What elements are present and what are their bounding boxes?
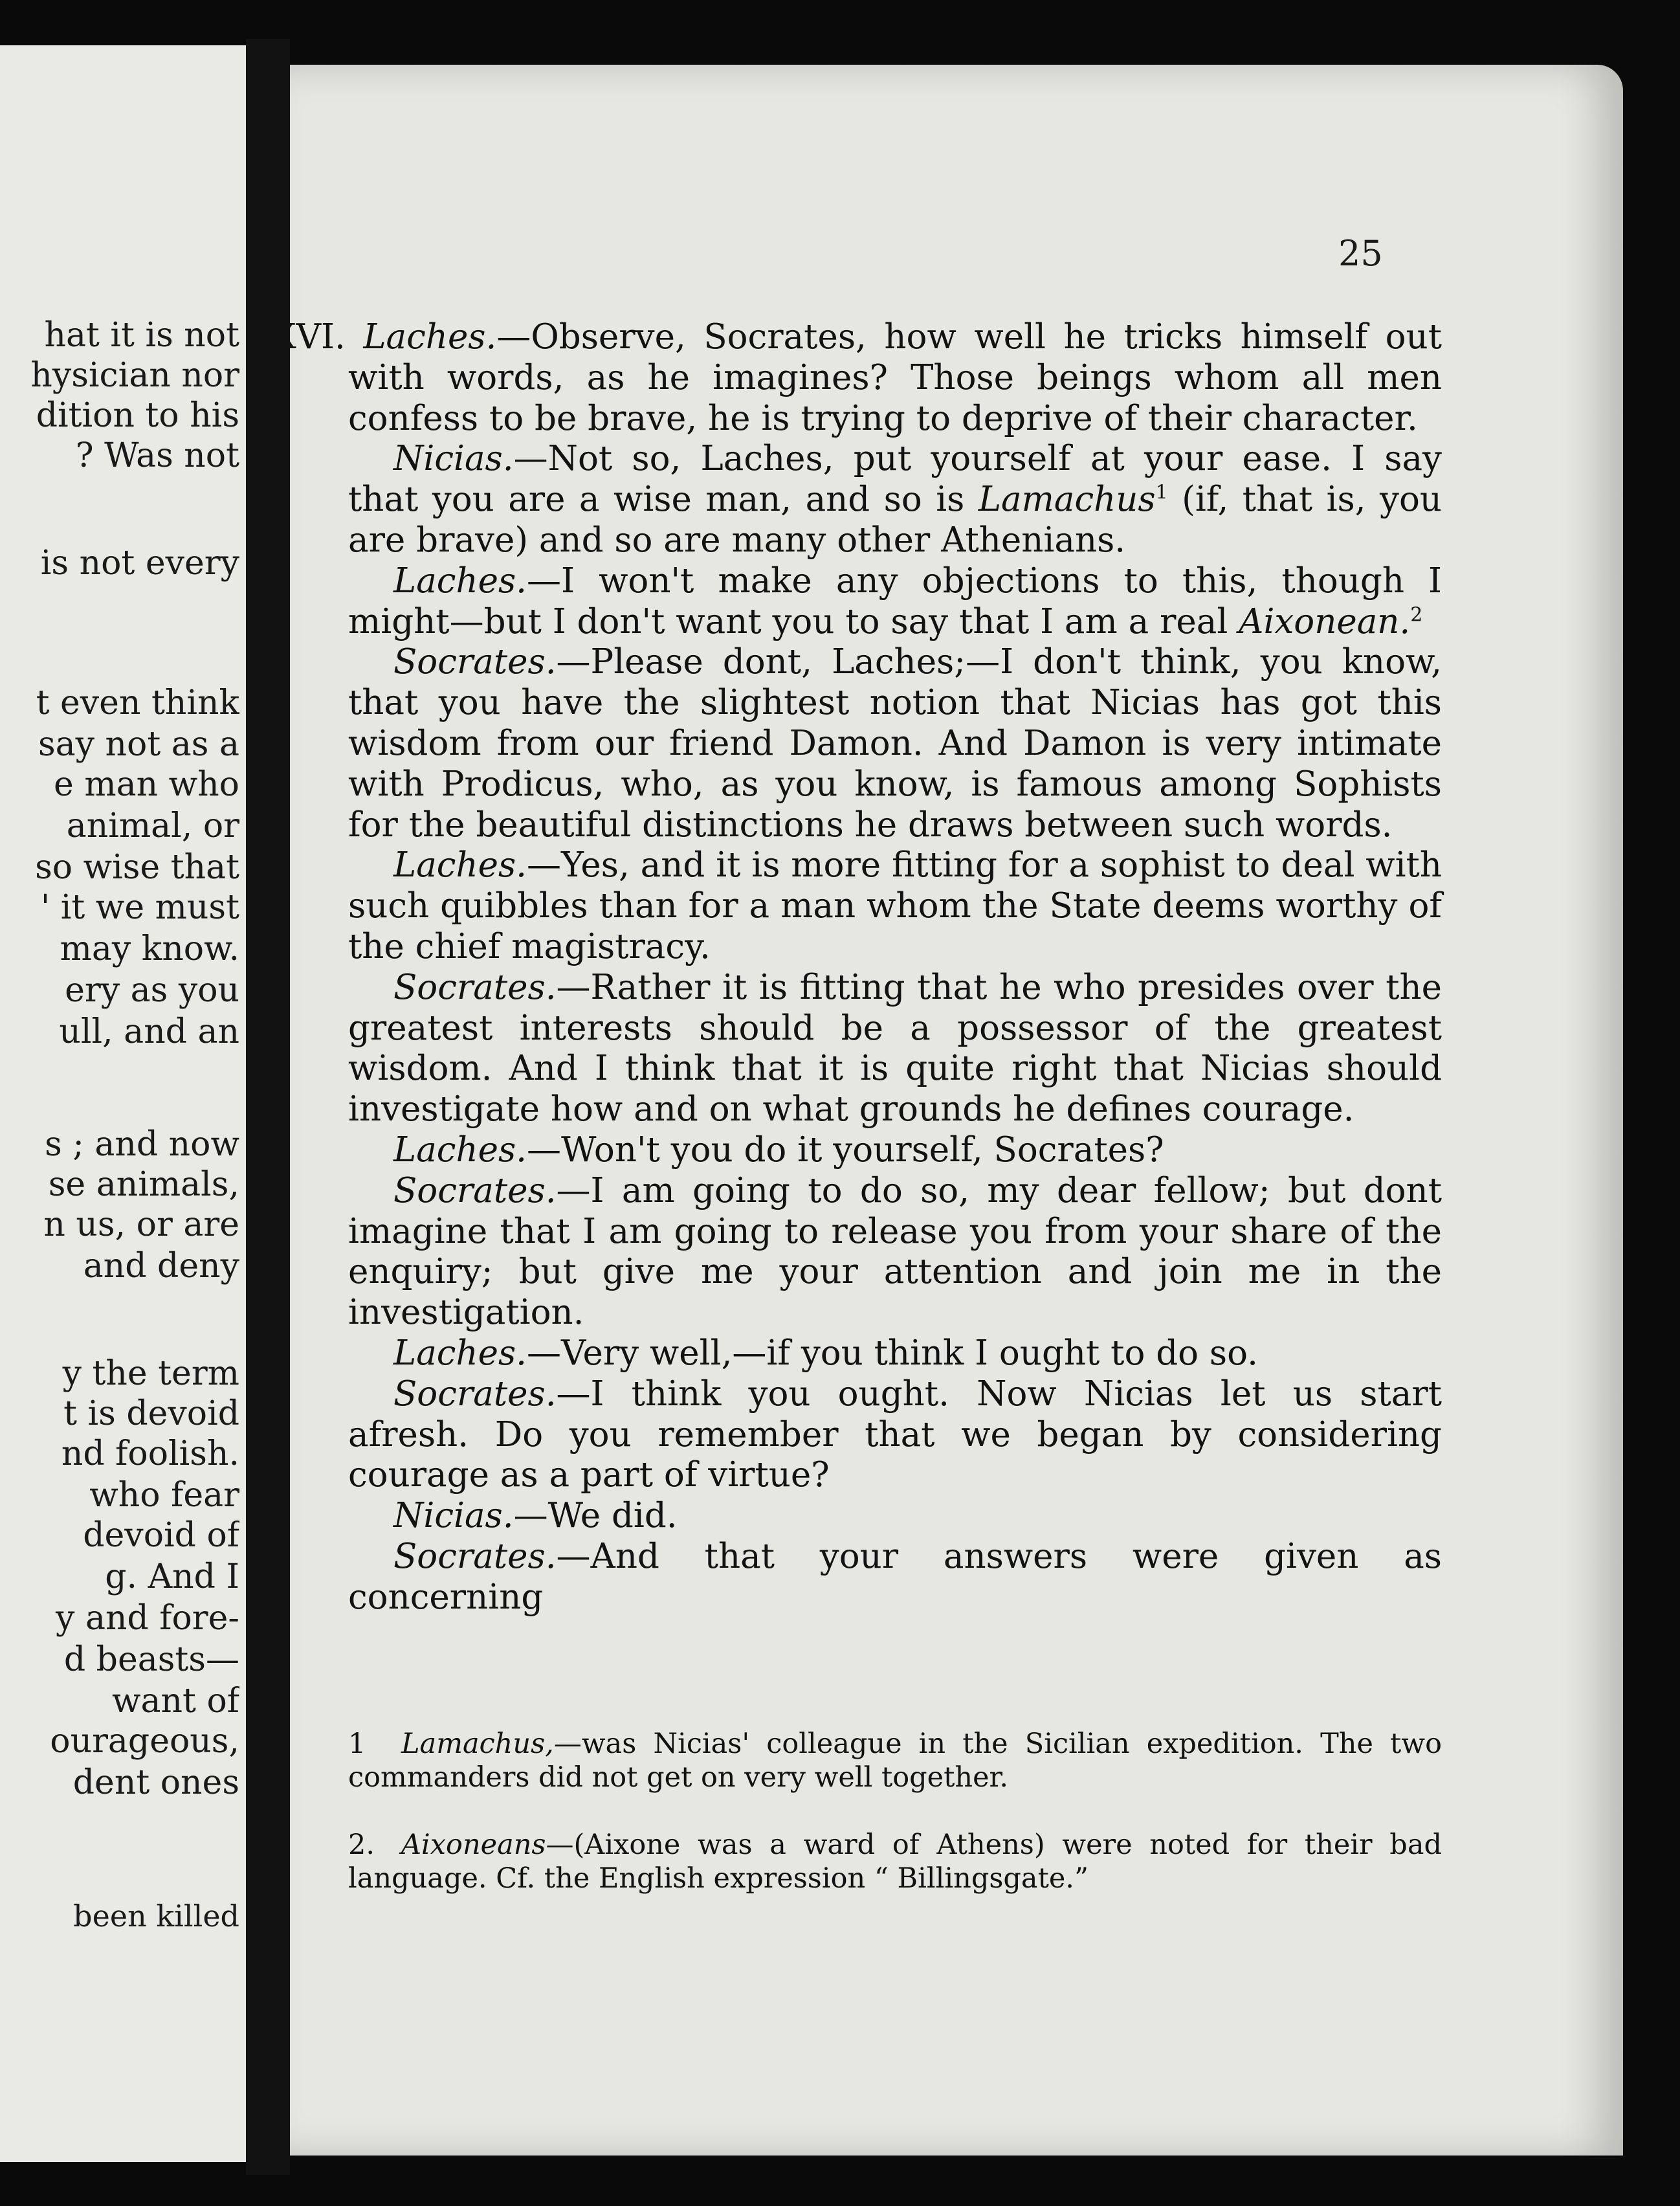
left-text-fragment: want of [112, 1682, 239, 1721]
speaker-name: Socrates. [393, 1374, 557, 1414]
right-page [272, 65, 1623, 2156]
footnote-text: —(Aixone was a ward of Athens) were noted for their bad language. Cf. the English expression “ Billingsgate.” [348, 1829, 1442, 1895]
speech-text: —Observe, Socrates, how well he tricks himself out with words, as he imagines? Those beings whom all men confess to be brave, he is trying to deprive of their character. [348, 317, 1442, 438]
footnote [348, 1828, 1442, 1895]
left-text-fragment: ourageous, [50, 1722, 239, 1761]
left-text-fragment: dent ones [72, 1763, 239, 1802]
paragraph [272, 317, 1442, 439]
left-text-fragment: ' it we must [40, 888, 239, 927]
left-text-fragment: animal, or [66, 807, 239, 845]
paragraph [348, 1537, 1442, 1618]
speech-text: —I won't make any objections to this, though I might—but I don't want you to say that I am a real [348, 561, 1442, 641]
left-text-fragment: se animals, [48, 1165, 239, 1204]
speech-text: —Not so, Laches, put yourself at your ease. I say that you are a wise man, and so is [348, 439, 1442, 520]
speech-text: (if, that is, you are brave) and so are many other Athenians. [348, 480, 1442, 560]
left-text-fragment: s ; and now [45, 1125, 239, 1164]
footnote-text: —was Nicias' colleague in the Sicilian expedition. The two commanders did not get on very well together. [348, 1728, 1442, 1794]
left-text-fragment: n us, or are [43, 1205, 239, 1244]
emphasized-term: Aixonean. [1239, 601, 1411, 641]
speech-text: —Won't you do it yourself, Socrates? [527, 1130, 1164, 1170]
left-text-fragment: who fear [89, 1476, 239, 1515]
left-text-fragment: t even think [36, 684, 239, 722]
speech-text: —And that your answers were given as concerning [348, 1536, 1442, 1617]
speaker-name: Laches. [393, 561, 527, 601]
paragraph [348, 968, 1442, 1130]
left-text-fragment: nd foolish. [61, 1434, 239, 1473]
left-text-fragment: so wise that [35, 848, 239, 887]
paragraph [348, 1171, 1442, 1333]
paragraph [348, 439, 1442, 561]
left-text-fragment: is not every [40, 544, 239, 583]
left-text-fragment: y the term [62, 1354, 239, 1393]
left-text-fragment: may know. [60, 930, 239, 968]
speaker-name: Socrates. [393, 1170, 557, 1210]
left-text-fragment: e man who [54, 765, 239, 804]
speech-text: —I am going to do so, my dear fellow; but dont imagine that I am going to release you from your share of the enquiry; but give me your attention and join me in the investigation. [348, 1170, 1442, 1333]
left-text-fragment: dition to his [36, 396, 239, 435]
left-text-fragment: ery as you [65, 971, 239, 1010]
speech-text: —We did. [513, 1496, 678, 1536]
speaker-name: Nicias. [393, 1496, 514, 1536]
speaker-name: Laches. [393, 1333, 527, 1373]
footnote-number: 2. [348, 1829, 375, 1861]
paragraph [348, 1333, 1442, 1374]
speaker-name: Socrates. [393, 1536, 557, 1576]
dialogue-text [272, 317, 1442, 1618]
left-text-fragment: y and fore- [56, 1599, 239, 1638]
left-text-fragment: been killed [73, 1899, 239, 1933]
speaker-name: Laches. [393, 845, 527, 886]
section-number: XVI. [272, 317, 346, 357]
left-text-fragment: hysician nor [30, 356, 239, 395]
left-text-fragment: ull, and an [59, 1012, 239, 1051]
paragraph [348, 845, 1442, 967]
speech-text: —Please dont, Laches;—I don't think, you know, that you have the slightest notion that Nicias has got this wisdom from our friend Damon. And Damon is very intimate with Prodicus, who, as you know, is famous among Sophists for the beautiful distinctions he draws between such words. [348, 642, 1442, 845]
left-text-fragment: g. And I [105, 1557, 239, 1596]
paragraph [348, 642, 1442, 845]
left-text-fragment: and deny [83, 1247, 239, 1286]
footnote-reference: 1 [1155, 481, 1168, 504]
book-spine [246, 39, 290, 2175]
emphasized-term: Lamachus [978, 480, 1156, 520]
footnote-number: 1 [348, 1728, 366, 1760]
speaker-name: Nicias. [393, 439, 514, 479]
footnote-term: Lamachus, [401, 1728, 554, 1760]
speech-text: —Rather it is fitting that he who presides over the greatest interests should be a possessor of the greatest wisdom. And I think that it is quite right that Nicias should investigate how and on what grounds he defines courage. [348, 967, 1442, 1130]
left-text-fragment: t is devoid [63, 1394, 239, 1433]
footnote [348, 1727, 1442, 1794]
speech-text: —Very well,—if you think I ought to do so. [527, 1333, 1258, 1373]
footnote-term: Aixoneans [401, 1829, 546, 1861]
paragraph [348, 561, 1442, 643]
left-text-fragment: hat it is not [44, 316, 239, 355]
left-text-fragment: ? Was not [75, 436, 239, 475]
page-number: 25 [1338, 233, 1383, 274]
speaker-name: Laches. [393, 1130, 527, 1170]
paragraph [348, 1374, 1442, 1496]
paragraph [348, 1496, 1442, 1537]
left-text-fragment: devoid of [83, 1516, 239, 1555]
footnote-reference: 2 [1410, 603, 1423, 626]
left-text-fragment: say not as a [38, 725, 239, 764]
left-page [0, 45, 246, 2162]
speech-text: —I think you ought. Now Nicias let us start afresh. Do you remember that we began by considering courage as a part of virtue? [348, 1374, 1442, 1495]
paragraph [348, 1130, 1442, 1171]
footnotes [348, 1727, 1442, 1929]
speaker-name: Laches. [363, 317, 497, 357]
speaker-name: Socrates. [393, 642, 557, 682]
left-text-fragment: d beasts— [63, 1640, 239, 1679]
speaker-name: Socrates. [393, 967, 557, 1007]
speech-text: —Yes, and it is more fitting for a sophist to deal with such quibbles than for a man whom the State deems worthy of the chief magistracy. [348, 845, 1442, 966]
